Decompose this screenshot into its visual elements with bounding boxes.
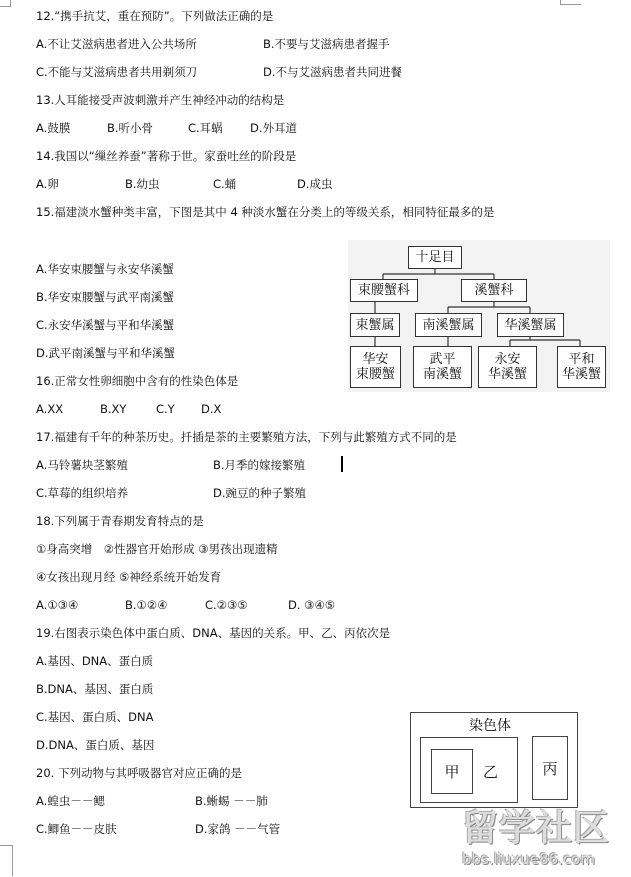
option-c: C.鲫鱼－－皮肤 (36, 822, 117, 836)
option-b: B.听小骨 (107, 121, 154, 135)
statement-line: ①身高突增 ②性器官开始形成 ③男孩出现遗精 (36, 542, 278, 556)
question-13-stem: 13.人耳能接受声波刺激并产生神经冲动的结构是 (36, 93, 285, 107)
option-d: D.豌豆的种子繁殖 (213, 486, 307, 500)
option-d: D.武平南溪蟹与平和华溪蟹 (36, 346, 176, 360)
question-19-stem: 19.右图表示染色体中蛋白质、DNA、基因的关系。甲、乙、丙依次是 (36, 626, 391, 640)
question-20-stem: 20. 下列动物与其呼吸器官对应正确的是 (36, 766, 242, 780)
page-corner-mark (0, 0, 11, 7)
option-d: D. ③④⑤ (288, 598, 336, 612)
option-a: A.蝗虫－－鳃 (36, 794, 105, 808)
tree-node-genus: 华溪蟹属 (497, 313, 564, 337)
species-line: 束腰蟹 (355, 367, 395, 382)
tree-node-genus: 束蟹属 (350, 313, 400, 337)
tree-node-family: 溪蟹科 (461, 279, 527, 302)
option-d: D.家鸽 －－气管 (195, 822, 281, 836)
option-d: D.X (201, 402, 222, 416)
option-c: C.不能与艾滋病患者共用剃须刀 (36, 65, 198, 79)
option-a: A.XX (36, 402, 64, 416)
tree-node-species (350, 346, 401, 388)
option-b: B.DNA、基因、蛋白质 (36, 682, 154, 696)
question-15-stem: 15.福建淡水蟹种类丰富，下图是其中 4 种淡水蟹在分类上的等级关系，相同特征最多的是 (36, 205, 495, 219)
tree-node-species (478, 346, 537, 388)
statement-line: ④女孩出现月经 ⑤神经系统开始发育 (36, 570, 222, 584)
tree-node-order: 十足目 (408, 246, 462, 269)
species-line: 华安 (362, 352, 389, 367)
option-b: B.①②④ (125, 598, 168, 612)
option-a: A.华安束腰蟹与永安华溪蟹 (36, 262, 174, 276)
option-b: B.蜥蜴 －－肺 (195, 794, 268, 808)
species-line: 华溪蟹 (561, 367, 601, 382)
option-b: B.XY (100, 402, 127, 416)
species-line: 华溪蟹 (487, 367, 527, 382)
tree-node-species (413, 346, 472, 388)
option-a: A.①③④ (36, 598, 79, 612)
option-a: A.卵 (36, 177, 59, 191)
option-a: A.马铃薯块茎繁殖 (36, 458, 128, 472)
option-a: A.不让艾滋病患者进入公共场所 (36, 37, 197, 51)
option-b: B.华安束腰蟹与武平南溪蟹 (36, 290, 175, 304)
species-line: 平和 (568, 352, 595, 367)
option-b: B.月季的嫁接繁殖 (213, 458, 306, 472)
box-yi (420, 737, 518, 803)
watermark-logo (462, 808, 627, 872)
option-d: D.DNA、蛋白质、基因 (36, 738, 155, 752)
question-14-stem: 14.我国以“缫丝养蚕”著称于世。家蚕吐丝的阶段是 (36, 149, 297, 163)
option-b: B.幼虫 (125, 177, 160, 191)
watermark-url: bbs.liuxue86.com (462, 850, 595, 868)
crab-classification-diagram (348, 240, 610, 392)
question-17-stem: 17.福建有千年的种茶历史。扦插是茶的主要繁殖方法，下列与此繁殖方式不同的是 (36, 430, 457, 444)
question-16-stem: 16.正常女性卵细胞中含有的性染色体是 (36, 374, 239, 388)
option-c: C.②③⑤ (205, 598, 248, 612)
option-a: A.基因、DNA、蛋白质 (36, 654, 154, 668)
text-cursor (341, 456, 343, 472)
page-corner-mark (560, 0, 581, 5)
box-bing (532, 736, 568, 800)
page-corner-mark (0, 845, 13, 876)
option-c: C.永安华溪蟹与平和华溪蟹 (36, 318, 175, 332)
label-jia: 甲 (444, 763, 460, 781)
chromosome-diagram (410, 712, 578, 808)
option-c: C.蛹 (213, 177, 237, 191)
option-c: C.耳蜗 (188, 121, 223, 135)
diagram-title: 染色体 (469, 718, 511, 734)
box-jia (431, 749, 473, 794)
tree-node-genus: 南溪蟹属 (415, 313, 482, 337)
question-12-stem: 12.“携手抗艾，重在预防”。下列做法正确的是 (36, 9, 274, 23)
option-d: D.不与艾滋病患者共同进餐 (263, 65, 403, 79)
label-yi: 乙 (483, 763, 499, 781)
option-a: A.鼓膜 (36, 121, 71, 135)
option-d: D.成虫 (297, 177, 333, 191)
label-bing: 丙 (542, 759, 558, 778)
tree-node-species (557, 346, 606, 388)
option-c: C.草莓的组织培养 (36, 486, 129, 500)
watermark-main: 留学社区 (462, 808, 611, 849)
tree-node-family: 束腰蟹科 (350, 279, 418, 302)
option-b: B.不要与艾滋病患者握手 (263, 37, 390, 51)
species-line: 永安 (494, 352, 521, 367)
species-line: 武平 (429, 352, 456, 367)
option-c: C.基因、蛋白质、DNA (36, 710, 154, 724)
question-18-stem: 18.下列属于青春期发育特点的是 (36, 514, 204, 528)
species-line: 南溪蟹 (422, 367, 462, 382)
option-c: C.Y (156, 402, 175, 416)
option-d: D.外耳道 (250, 121, 298, 135)
